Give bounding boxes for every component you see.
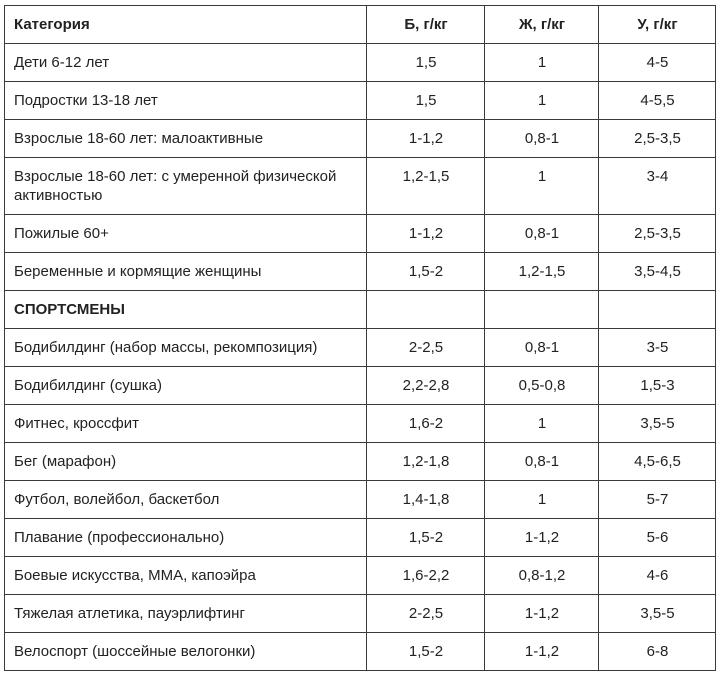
header-fat: Ж, г/кг xyxy=(485,6,599,44)
carbs-cell xyxy=(599,291,716,329)
protein-cell: 1,5-2 xyxy=(367,253,485,291)
category-cell: Дети 6-12 лет xyxy=(5,44,367,82)
fat-cell: 1 xyxy=(485,481,599,519)
table-row xyxy=(5,405,716,443)
table-row xyxy=(5,253,716,291)
category-cell: Бодибилдинг (набор массы, рекомпозиция) xyxy=(5,329,367,367)
header-category: Категория xyxy=(5,6,367,44)
fat-cell: 0,8-1,2 xyxy=(485,557,599,595)
protein-cell: 2,2-2,8 xyxy=(367,367,485,405)
category-cell: Беременные и кормящие женщины xyxy=(5,253,367,291)
carbs-cell: 6-8 xyxy=(599,633,716,671)
category-cell: Тяжелая атлетика, пауэрлифтинг xyxy=(5,595,367,633)
table-row xyxy=(5,215,716,253)
carbs-cell: 3,5-5 xyxy=(599,595,716,633)
fat-cell: 0,8-1 xyxy=(485,329,599,367)
category-cell: Бег (марафон) xyxy=(5,443,367,481)
carbs-cell: 5-6 xyxy=(599,519,716,557)
carbs-cell: 3,5-4,5 xyxy=(599,253,716,291)
carbs-cell: 1,5-3 xyxy=(599,367,716,405)
carbs-cell: 2,5-3,5 xyxy=(599,215,716,253)
table-row xyxy=(5,44,716,82)
protein-cell: 1,5 xyxy=(367,44,485,82)
protein-cell: 1,4-1,8 xyxy=(367,481,485,519)
carbs-cell: 5-7 xyxy=(599,481,716,519)
protein-cell: 2-2,5 xyxy=(367,329,485,367)
carbs-cell: 4-5 xyxy=(599,44,716,82)
fat-cell: 0,8-1 xyxy=(485,120,599,158)
fat-cell: 1-1,2 xyxy=(485,519,599,557)
header-protein: Б, г/кг xyxy=(367,6,485,44)
fat-cell: 1 xyxy=(485,158,599,215)
fat-cell: 1-1,2 xyxy=(485,633,599,671)
table-row xyxy=(5,481,716,519)
category-cell: Боевые искусства, ММА, капоэйра xyxy=(5,557,367,595)
header-carbs: У, г/кг xyxy=(599,6,716,44)
protein-cell: 1,2-1,8 xyxy=(367,443,485,481)
table-row xyxy=(5,82,716,120)
fat-cell: 1 xyxy=(485,405,599,443)
category-cell: Подростки 13-18 лет xyxy=(5,82,367,120)
category-cell: СПОРТСМЕНЫ xyxy=(5,291,367,329)
nutrition-table xyxy=(4,5,716,671)
table-row xyxy=(5,367,716,405)
fat-cell xyxy=(485,291,599,329)
category-cell: Бодибилдинг (сушка) xyxy=(5,367,367,405)
protein-cell: 1-1,2 xyxy=(367,215,485,253)
carbs-cell: 3-4 xyxy=(599,158,716,215)
protein-cell: 1,6-2 xyxy=(367,405,485,443)
protein-cell: 2-2,5 xyxy=(367,595,485,633)
table-row xyxy=(5,158,716,215)
protein-cell: 1-1,2 xyxy=(367,120,485,158)
fat-cell: 0,8-1 xyxy=(485,215,599,253)
table-row xyxy=(5,557,716,595)
fat-cell: 1 xyxy=(485,44,599,82)
category-cell: Плавание (профессионально) xyxy=(5,519,367,557)
table-row xyxy=(5,120,716,158)
protein-cell: 1,5 xyxy=(367,82,485,120)
fat-cell: 0,5-0,8 xyxy=(485,367,599,405)
category-cell: Взрослые 18-60 лет: малоактивные xyxy=(5,120,367,158)
carbs-cell: 4,5-6,5 xyxy=(599,443,716,481)
carbs-cell: 3,5-5 xyxy=(599,405,716,443)
protein-cell: 1,2-1,5 xyxy=(367,158,485,215)
carbs-cell: 2,5-3,5 xyxy=(599,120,716,158)
carbs-cell: 4-6 xyxy=(599,557,716,595)
protein-cell: 1,6-2,2 xyxy=(367,557,485,595)
category-cell: Взрослые 18-60 лет: с умеренной физической активностью xyxy=(5,158,367,215)
section-row xyxy=(5,291,716,329)
category-cell: Велоспорт (шоссейные велогонки) xyxy=(5,633,367,671)
table-row xyxy=(5,633,716,671)
category-cell: Пожилые 60+ xyxy=(5,215,367,253)
fat-cell: 1 xyxy=(485,82,599,120)
protein-cell: 1,5-2 xyxy=(367,519,485,557)
table-row xyxy=(5,329,716,367)
table-row xyxy=(5,443,716,481)
carbs-cell: 4-5,5 xyxy=(599,82,716,120)
fat-cell: 0,8-1 xyxy=(485,443,599,481)
table-header-row xyxy=(5,6,716,44)
fat-cell: 1-1,2 xyxy=(485,595,599,633)
category-cell: Футбол, волейбол, баскетбол xyxy=(5,481,367,519)
protein-cell: 1,5-2 xyxy=(367,633,485,671)
category-cell: Фитнес, кроссфит xyxy=(5,405,367,443)
carbs-cell: 3-5 xyxy=(599,329,716,367)
protein-cell xyxy=(367,291,485,329)
table-row xyxy=(5,519,716,557)
table-row xyxy=(5,595,716,633)
fat-cell: 1,2-1,5 xyxy=(485,253,599,291)
